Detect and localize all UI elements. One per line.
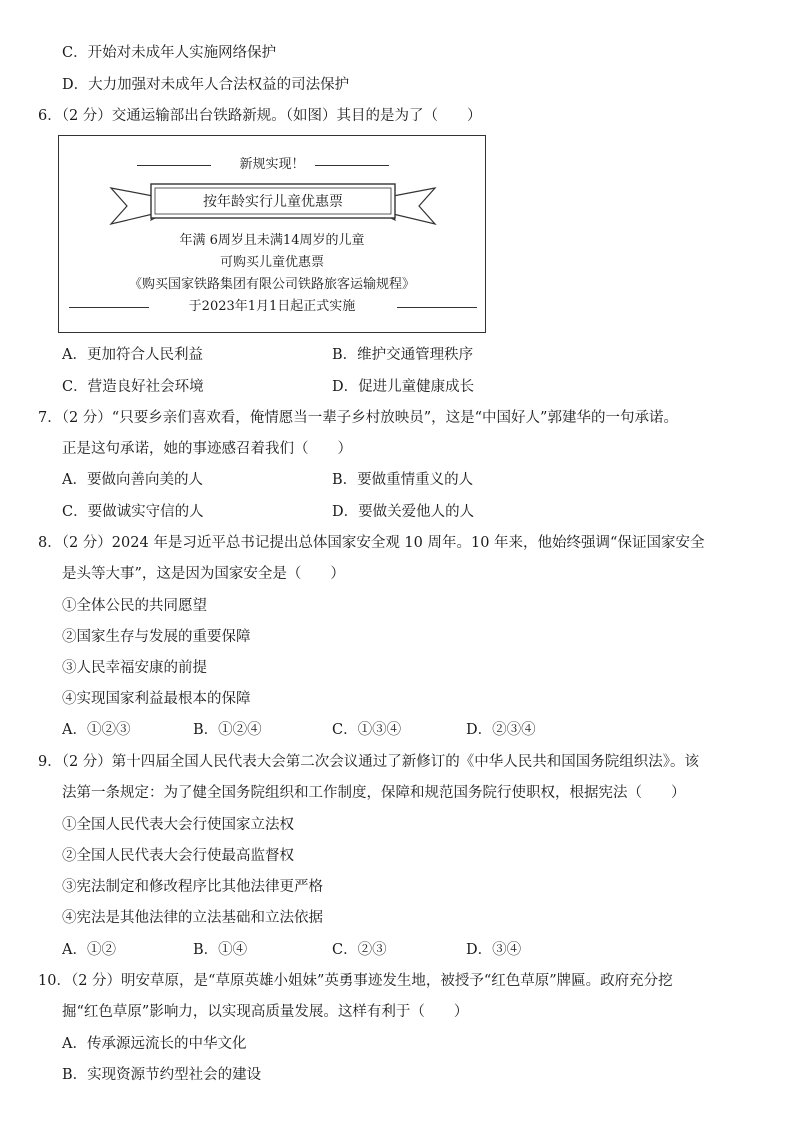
q9-item-3: ③宪法制定和修改程序比其他法律更严格	[62, 879, 323, 895]
q8-item-1: ①全体公民的共同愿望	[62, 598, 207, 614]
q8-option-b[interactable]: B．①②④	[193, 722, 262, 738]
q9-option-b[interactable]: B．①④	[193, 942, 248, 958]
q8-stem-line-2: 是头等大事”，这是因为国家安全是（ ）	[62, 566, 345, 582]
q8-option-c[interactable]: C．①③④	[332, 722, 402, 738]
figure-heading: 新规实现！	[239, 157, 305, 172]
q6-stem: 6．（2 分）交通运输部出台铁路新规。（如图）其目的是为了（ ）	[38, 108, 482, 124]
q6-figure	[58, 135, 486, 333]
figure-line-3: 《购买国家铁路集团有限公司铁路旅客运输规程》	[128, 277, 415, 292]
q9-option-a[interactable]: A．①②	[62, 942, 116, 958]
q7-option-d[interactable]: D．要做关爱他人的人	[332, 504, 475, 520]
q7-stem-line-2: 正是这句承诺，她的事迹感召着我们（ ）	[62, 441, 352, 457]
q10-option-a[interactable]: A．传承源远流长的中华文化	[62, 1036, 247, 1052]
q7-option-b[interactable]: B．要做重情重义的人	[332, 472, 474, 488]
q9-stem-line-1: 9．（2 分）第十四届全国人民代表大会第二次会议通过了新修订的《中华人民共和国国务院组织法》。该	[38, 754, 700, 770]
q9-item-2: ②全国人民代表大会行使最高监督权	[62, 848, 294, 864]
q9-item-4: ④宪法是其他法律的立法基础和立法依据	[62, 910, 323, 926]
q10-option-b[interactable]: B．实现资源节约型社会的建设	[62, 1067, 262, 1083]
figure-line-4: 于2023年1月1日起正式实施	[188, 299, 356, 314]
q6-option-a[interactable]: A．更加符合人民利益	[62, 347, 203, 363]
figure-banner-text: 按年龄实行儿童优惠票	[203, 194, 343, 210]
q10-stem-line-1: 10．（2 分）明安草原，是“草原英雄小姐妹”英勇事迹发生地，被授予“红色草原”牌匾。政府充分挖	[38, 973, 673, 989]
q6-option-d[interactable]: D．促进儿童健康成长	[332, 379, 475, 395]
q9-option-c[interactable]: C．②③	[332, 942, 387, 958]
q8-item-2: ②国家生存与发展的重要保障	[62, 629, 251, 645]
q8-option-a[interactable]: A．①②③	[62, 722, 131, 738]
q8-item-4: ④实现国家利益最根本的保障	[62, 691, 251, 707]
q9-option-d[interactable]: D．③④	[466, 942, 522, 958]
q8-stem-line-1: 8．（2 分）2024 年是习近平总书记提出总体国家安全观 10 周年。10 年来，他始终强调“保证国家安全	[38, 535, 705, 551]
q5-option-c[interactable]: C．开始对未成年人实施网络保护	[62, 45, 277, 61]
q9-item-1: ①全国人民代表大会行使国家立法权	[62, 817, 294, 833]
q9-stem-line-2: 法第一条规定：为了健全国务院组织和工作制度，保障和规范国务院行使职权，根据宪法（ ）	[62, 785, 686, 801]
q6-option-c[interactable]: C．营造良好社会环境	[62, 379, 204, 395]
q10-stem-line-2: 掘“红色草原”影响力，以实现高质量发展。这样有利于（ ）	[62, 1004, 469, 1020]
q8-item-3: ③人民幸福安康的前提	[62, 660, 207, 676]
q8-option-d[interactable]: D．②③④	[466, 722, 536, 738]
figure-line-2: 可购买儿童优惠票	[219, 255, 324, 270]
q5-option-d[interactable]: D．大力加强对未成年人合法权益的司法保护	[62, 77, 350, 93]
figure-bottom-rule-right	[397, 307, 477, 308]
q6-option-b[interactable]: B．维护交通管理秩序	[332, 347, 474, 363]
q7-stem-line-1: 7．（2 分）“只要乡亲们喜欢看，俺情愿当一辈子乡村放映员”，这是“中国好人”郭建华的一句承诺。	[38, 410, 678, 426]
q7-option-a[interactable]: A．要做向善向美的人	[62, 472, 203, 488]
figure-line-1: 年满 6周岁且未满14周岁的儿童	[179, 233, 365, 248]
q7-option-c[interactable]: C．要做诚实守信的人	[62, 504, 204, 520]
